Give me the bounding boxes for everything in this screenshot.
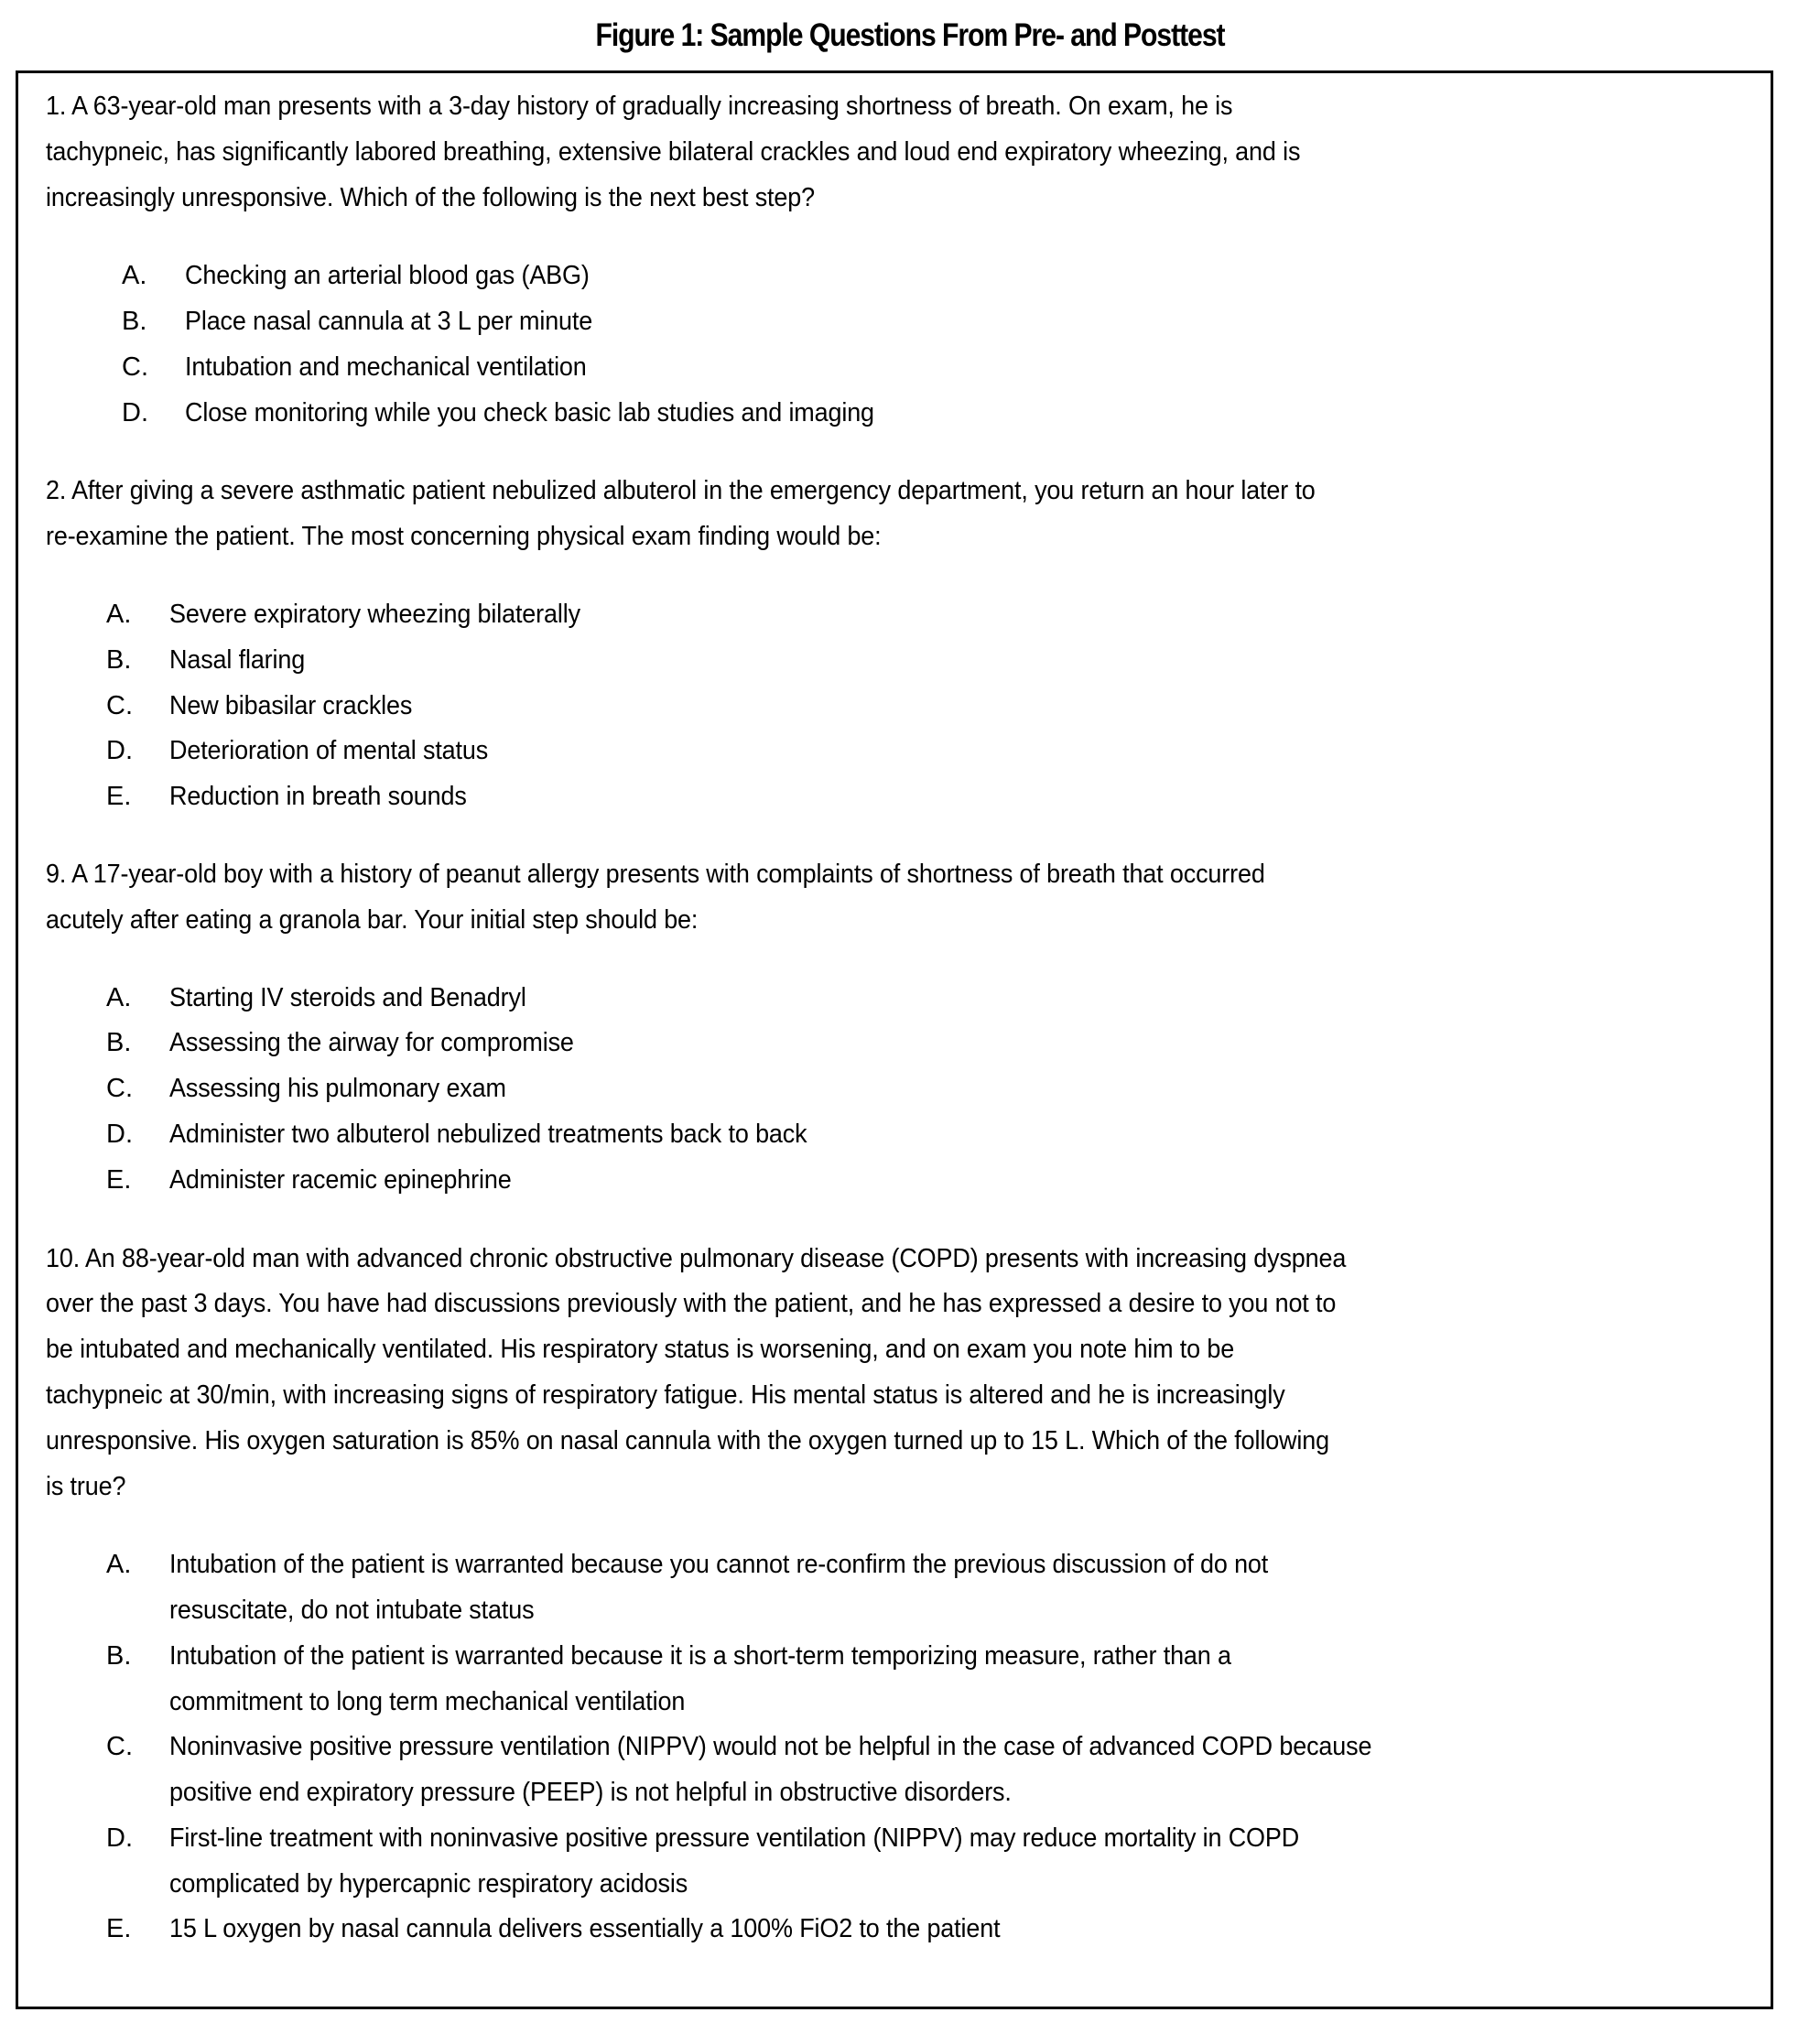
option-letter: A. (106, 600, 132, 629)
question-stem-line: increasingly unresponsive. Which of the following is the next best step? (46, 183, 815, 212)
question-stem-line: tachypneic at 30/min, with increasing signs of respiratory fatigue. His mental status is altered and he is increasingly (46, 1380, 1285, 1410)
question-stem-line: over the past 3 days. You have had discussions previously with the patient, and he has expressed a desire to you not to (46, 1289, 1337, 1318)
option-text: commitment to long term mechanical ventilation (169, 1687, 686, 1716)
option-text: First-line treatment with noninvasive positive pressure ventilation (NIPPV) may reduce mortality in COPD (169, 1823, 1300, 1853)
option-text: New bibasilar crackles (169, 691, 413, 720)
option-letter: A. (122, 261, 147, 290)
question-stem-line: acutely after eating a granola bar. Your initial step should be: (46, 905, 699, 935)
option-letter: B. (106, 1028, 132, 1057)
option-text: Intubation and mechanical ventilation (185, 352, 587, 382)
question-stem-line: unresponsive. His oxygen saturation is 85% on nasal cannula with the oxygen turned up to 15 L. Which of the following (46, 1426, 1329, 1455)
option-text: Deterioration of mental status (169, 736, 489, 765)
option-text: Severe expiratory wheezing bilaterally (169, 600, 580, 629)
option-letter: E. (106, 1165, 132, 1195)
question-stem-line: be intubated and mechanically ventilated. His respiratory status is worsening, and on exam you note him to be (46, 1335, 1235, 1364)
questions-box (16, 70, 1773, 2009)
option-letter: A. (106, 1550, 132, 1579)
option-letter: D. (106, 736, 133, 765)
option-letter: D. (106, 1120, 133, 1149)
option-text: Nasal flaring (169, 645, 306, 675)
option-letter: C. (122, 352, 148, 382)
option-letter: C. (106, 1732, 133, 1761)
option-text: Intubation of the patient is warranted because you cannot re-confirm the previous discussion of do not (169, 1550, 1269, 1579)
question-stem-line: tachypneic, has significantly labored breathing, extensive bilateral crackles and loud end expiratory wheezing, and is (46, 137, 1301, 167)
option-text: Reduction in breath sounds (169, 782, 467, 811)
option-text: Administer racemic epinephrine (169, 1165, 512, 1195)
option-letter: B. (106, 645, 132, 675)
option-text: Administer two albuterol nebulized treatments back to back (169, 1120, 807, 1149)
option-text: Assessing the airway for compromise (169, 1028, 574, 1057)
option-text: resuscitate, do not intubate status (169, 1596, 535, 1625)
figure-title: Figure 1: Sample Questions From Pre- and Posttest (595, 17, 1225, 53)
option-text: Checking an arterial blood gas (ABG) (185, 261, 590, 290)
option-letter: A. (106, 983, 132, 1012)
option-text: complicated by hypercapnic respiratory acidosis (169, 1869, 688, 1899)
option-text: Intubation of the patient is warranted because it is a short-term temporizing measure, rather than a (169, 1641, 1231, 1671)
option-letter: E. (106, 782, 132, 811)
question-stem-line: 10. An 88-year-old man with advanced chronic obstructive pulmonary disease (COPD) presents with increasing dyspnea (46, 1244, 1347, 1273)
option-letter: B. (106, 1641, 132, 1671)
option-letter: D. (106, 1823, 133, 1853)
option-text: Starting IV steroids and Benadryl (169, 983, 526, 1012)
option-letter: C. (106, 1074, 133, 1103)
option-text: Noninvasive positive pressure ventilation (NIPPV) would not be helpful in the case of advanced COPD because (169, 1732, 1372, 1761)
option-letter: C. (106, 691, 133, 720)
question-stem-line: 9. A 17-year-old boy with a history of peanut allergy presents with complaints of shortness of breath that occurred (46, 860, 1265, 889)
option-text: Assessing his pulmonary exam (169, 1074, 506, 1103)
option-letter: B. (122, 307, 147, 336)
question-stem-line: 1. A 63-year-old man presents with a 3-day history of gradually increasing shortness of breath. On exam, he is (46, 92, 1233, 121)
option-text: 15 L oxygen by nasal cannula delivers essentially a 100% FiO2 to the patient (169, 1914, 1001, 1943)
question-stem-line: re-examine the patient. The most concerning physical exam finding would be: (46, 522, 882, 551)
question-stem-line: is true? (46, 1472, 126, 1501)
option-text: Close monitoring while you check basic lab studies and imaging (185, 398, 874, 427)
option-letter: D. (122, 398, 148, 427)
question-stem-line: 2. After giving a severe asthmatic patient nebulized albuterol in the emergency department, you return an hour later to (46, 476, 1316, 505)
option-text: Place nasal cannula at 3 L per minute (185, 307, 593, 336)
option-letter: E. (106, 1914, 132, 1943)
option-text: positive end expiratory pressure (PEEP) is not helpful in obstructive disorders. (169, 1778, 1012, 1807)
